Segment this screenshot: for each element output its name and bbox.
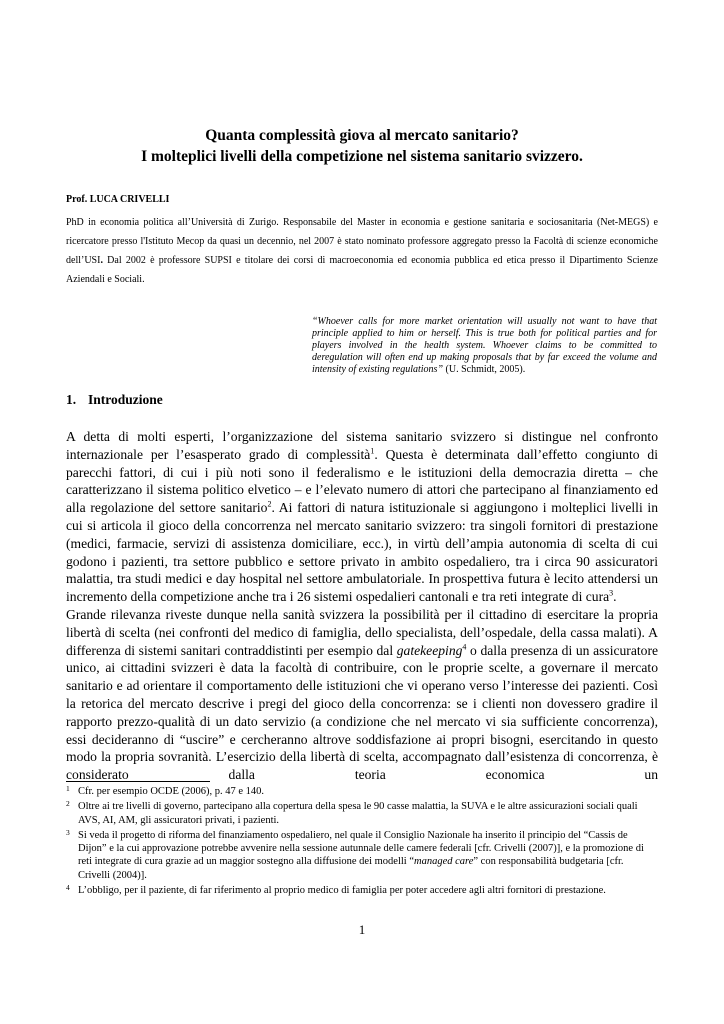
footnote-mark-1: 1 <box>66 784 70 793</box>
footnote-ref-2: 2 <box>267 499 272 509</box>
title-line-1: Quanta complessità giova al mercato sanitario? <box>205 127 519 144</box>
epigraph-quote: “Whoever calls for more market orientation will usually not want to have that principle applied to him or herself. This is true both for political parties and for players involved in the health system. Whoever claims to be committed to deregulation will often end up making proposals that by far exceed the volume and intensity of existing regulations” <box>312 316 657 375</box>
footnotes <box>66 785 658 899</box>
author-bio <box>66 213 658 289</box>
bio-text-1: PhD in economia politica all’Università di Zurigo. Responsabile del Master in economia e gestione sanitaria e sociosanitaria (Net-MEGS) e ricercatore presso l'Istituto Mecop da quasi un decennio, nel 2007 è stato nominato professore aggregato presso la Facoltà di scienze economiche dell’USI <box>66 217 658 266</box>
bio-text-2: Dal 2002 è professore SUPSI e titolare dei corsi di macroeconomia ed economia pubblica ed etica presso il Dipartimento Scienze Aziendali e Sociali. <box>66 255 658 285</box>
epigraph-source: (U. Schmidt, 2005). <box>443 364 526 375</box>
bio-dot: . <box>100 255 103 266</box>
footnote-ref-1: 1 <box>370 446 375 456</box>
footnote-ref-3: 3 <box>609 588 614 598</box>
section-title: Introduzione <box>88 392 163 407</box>
footnote-4 <box>66 884 658 897</box>
footnote-3-text-b: ” con responsabilità budgetaria [cfr. Crivelli (2004)]. <box>78 856 624 881</box>
paragraph-1-text-b: . Questa è determinata dall’effetto congiunto di parecchi fattori, di cui i più noti sono il federalismo e le istituzioni della democrazia diretta – che caratterizzano il sistema politico elvetico – e l’elevato numero di attori che partecipano al finanziamento ed alla regolazione del settore sanitario <box>66 446 658 516</box>
paragraph-1-text-a: A detta di molti esperti, l’organizzazione del sistema sanitario svizzero si distingue nel confronto internazionale per l’esasperato grado di complessità <box>66 429 658 462</box>
paragraph-1-text-d: . <box>613 589 617 605</box>
footnote-3-text-a: Si veda il progetto di riforma del finanziamento ospedaliero, nel quale il Consiglio Nazionale ha inserito il principio del “Cassis de Dijon” e la cui approvazione potrebbe avvenire nella sessione autunnale delle camere federali [cfr. Crivelli (2007)], e la promozione di reti integrate di cura grazie ad un maggior sostegno alla diffusione dei modelli “ <box>78 829 644 868</box>
footnote-3-italic: managed care <box>414 856 474 868</box>
paragraph-2-text-b: o dalla presenza di un assicuratore unico, ai cittadini svizzeri è data la facoltà di contribuire, con le proprie scelte, a governare il mercato sanitario e ad orientare il comportamento delle istituzioni che vi operano verso l’interesse dei pazienti. Così la retorica del mercato descrive i pregi del gioco della concorrenza: se i clienti non dovessero gradire il rapporto prezzo-qualità di un dato servizio (a condizione che nel mercato vi sia sufficiente concorrenza), essi decideranno di “uscire” e cercheranno altrove soddisfazione ai propri bisogni, esercitando in questo modo la propria sovranità. L’esercizio della libertà di scelta, accompagnato dall’esistenza di concorrenza, è considerato dalla teoria economica un <box>66 642 659 783</box>
paragraph-1-text-c: . Ai fattori di natura istituzionale si aggiungono i molteplici livelli in cui si articola il gioco della concorrenza nel mercato sanitario svizzero: tra singoli fornitori di prestazione (medici, farmacie, servizi di assistenza domiciliare, ecc.), in virtù dell’ampia autonomia di scelta di cui godono i pazienti, tra settore pubblico e settore privato in ambito ospedaliero, tra i circa 90 assicuratori malattia, tra studi medici e day hospital nel settore ambulatoriale. In prospettiva futura è lecito attendersi un incremento della competizione anche tra i 26 sistemi ospedalieri cantonali e tra reti integrate di cura <box>66 500 658 605</box>
paragraph-2 <box>66 606 658 784</box>
footnote-mark-3: 3 <box>66 827 70 837</box>
section-number: 1. <box>66 392 77 407</box>
paragraph-2-text-a: Grande rilevanza riveste dunque nella sanità svizzera la possibilità per il cittadino di esercitare la propria libertà di scelta (nei confronti del medico di famiglia, dello specialista, dell’ospedale, della cassa malati). A differenza di sistemi sanitari contraddistinti per esempio dal <box>66 606 658 658</box>
footnote-ref-4: 4 <box>462 642 467 652</box>
section-heading <box>66 392 163 408</box>
epigraph <box>312 316 657 376</box>
body-text <box>66 428 658 784</box>
title-line-2: I molteplici livelli della competizione nel sistema sanitario svizzero. <box>141 148 583 165</box>
paragraph-1 <box>66 428 658 606</box>
footnote-4-text: L’obbligo, per il paziente, di far riferimento al proprio medico di famiglia per poter accedere agli altri fornitori di prestazione. <box>78 885 606 897</box>
page-number: 1 <box>358 922 366 937</box>
footnote-2 <box>66 800 658 827</box>
footnote-mark-2: 2 <box>66 799 70 809</box>
gatekeeping-term: gatekeeping <box>396 642 463 658</box>
footnote-1-text: Cfr. per esempio OCDE (2006), p. 47 e 140. <box>78 786 265 797</box>
footnote-3 <box>66 829 658 882</box>
author-name: Prof. LUCA CRIVELLI <box>66 194 170 205</box>
footnote-mark-4: 4 <box>66 883 70 893</box>
footnote-1 <box>66 785 658 798</box>
footnote-separator <box>66 781 210 782</box>
footnote-2-text: Oltre ai tre livelli di governo, partecipano alla copertura della spesa le 90 casse malattia, la SUVA e le altre assicurazioni sociali quali AVS, AI, AM, gli assicuratori privati, i pazienti. <box>78 801 638 826</box>
